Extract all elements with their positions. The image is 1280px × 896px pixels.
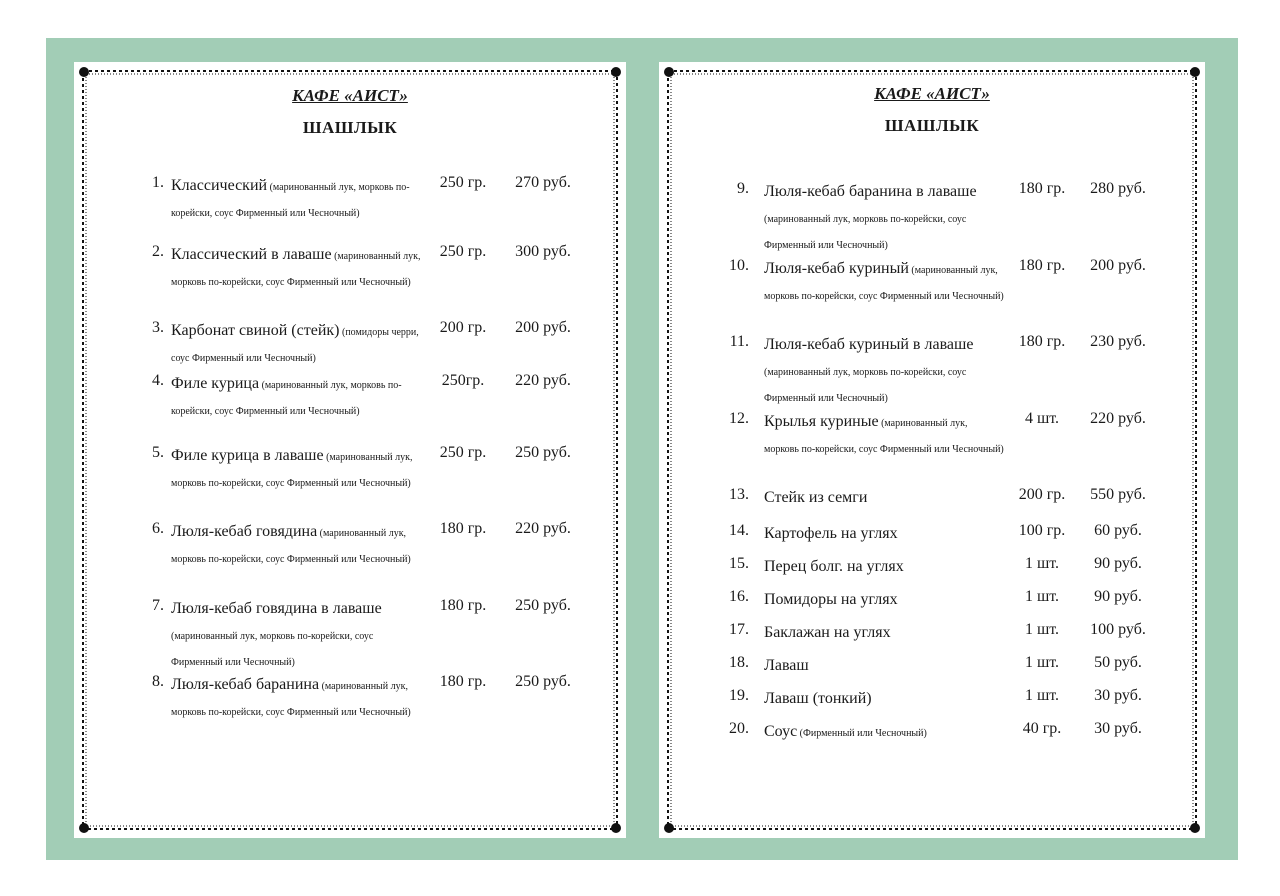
item-number: 11. [729,333,749,350]
item-price: 90 руб. [1094,588,1142,605]
item-name: Лаваш (тонкий) [764,690,872,707]
item-description [764,555,1004,581]
item-name: Филе курица [171,375,260,392]
item-number: 6. [152,520,164,537]
item-description [764,486,1004,512]
item-note: (маринованный лук, морковь по-корейски, соус Фирменный или Чесночный) [764,214,967,251]
item-description [171,174,426,226]
item-description [171,372,426,424]
item-price: 60 руб. [1094,522,1142,539]
item-note: (маринованный лук, морковь по-корейски, соус Фирменный или Чесночный) [171,631,374,668]
item-number: 16. [729,588,749,605]
item-name: Картофель на углях [764,525,898,542]
item-description [171,444,426,496]
item-description [171,673,426,725]
item-weight: 1 шт. [1024,687,1060,704]
item-note: (маринованный лук, морковь по-корейски, соус Фирменный или Чесночный) [171,681,411,718]
item-name: Классический в лаваше [171,246,332,263]
cafe-title: КАФЕ «АИСТ» [292,86,408,105]
item-name: Люля-кебаб куриный [764,260,909,277]
item-name: Люля-кебаб говядина в лаваше [171,600,382,617]
item-description [764,180,1004,258]
item-description [764,720,1004,746]
menu-page-left [74,62,626,838]
item-name: Классический [171,177,268,194]
item-note: (маринованный лук, морковь по-корейски, соус Фирменный или Чесночный) [764,367,967,404]
item-price: 300 руб. [515,243,571,260]
item-weight: 1 шт. [1024,588,1060,605]
item-price: 200 руб. [515,319,571,336]
item-price: 30 руб. [1094,687,1142,704]
item-description [171,319,426,371]
item-weight: 100 гр. [1018,522,1066,539]
item-price: 250 руб. [515,597,571,614]
item-price: 50 руб. [1094,654,1142,671]
menu-page-right [659,62,1205,838]
item-name: Люля-кебаб куриный в лаваше [764,336,974,353]
item-name: Крылья куриные [764,413,879,430]
item-weight: 200 гр. [1018,486,1066,503]
item-price: 100 руб. [1090,621,1146,638]
item-name: Баклажан на углях [764,624,891,641]
item-name: Люля-кебаб говядина [171,523,318,540]
item-price: 90 руб. [1094,555,1142,572]
item-note: (маринованный лук, морковь по-корейски, соус Фирменный или Чесночный) [171,380,402,417]
item-number: 19. [729,687,749,704]
item-price: 280 руб. [1090,180,1146,197]
item-number: 18. [729,654,749,671]
item-number: 8. [152,673,164,690]
item-weight: 250 гр. [439,444,487,461]
item-price: 200 руб. [1090,257,1146,274]
item-number: 3. [152,319,164,336]
item-price: 270 руб. [515,174,571,191]
item-description [764,522,1004,548]
item-description [764,621,1004,647]
item-weight: 200 гр. [439,319,487,336]
item-note: (маринованный лук, морковь по-корейски, соус Фирменный или Чесночный) [171,251,421,288]
item-note: (Фирменный или Чесночный) [797,728,927,739]
item-description [764,654,1004,680]
item-weight: 180 гр. [1018,257,1066,274]
item-price: 220 руб. [515,520,571,537]
item-description [764,257,1004,309]
item-weight: 180 гр. [439,673,487,690]
item-name: Соус [764,723,798,740]
item-number: 1. [152,174,164,191]
item-description [764,410,1004,462]
item-weight: 250 гр. [439,243,487,260]
item-note: (маринованный лук, морковь по-корейски, соус Фирменный или Чесночный) [764,418,1004,455]
item-weight: 250 гр. [439,174,487,191]
item-weight: 180 гр. [439,597,487,614]
item-price: 550 руб. [1090,486,1146,503]
item-weight: 1 шт. [1024,654,1060,671]
item-name: Люля-кебаб баранина [171,676,320,693]
item-weight: 1 шт. [1024,555,1060,572]
item-number: 12. [729,410,749,427]
item-note: (маринованный лук, морковь по-корейски, соус Фирменный или Чесночный) [171,452,413,489]
item-number: 10. [729,257,749,274]
item-price: 250 руб. [515,444,571,461]
item-name: Филе курица в лаваше [171,447,324,464]
item-number: 5. [152,444,164,461]
item-number: 2. [152,243,164,260]
item-description [171,520,426,572]
item-weight: 250гр. [441,372,485,389]
item-number: 7. [152,597,164,614]
item-number: 9. [737,180,749,197]
item-description [764,687,1004,713]
item-number: 4. [152,372,164,389]
item-description [764,333,1004,411]
section-title: ШАШЛЫК [302,118,398,137]
item-price: 230 руб. [1090,333,1146,350]
item-note: (маринованный лук, морковь по-корейски, соус Фирменный или Чесночный) [764,265,1004,302]
item-weight: 1 шт. [1024,621,1060,638]
section-title: ШАШЛЫК [884,116,980,135]
item-name: Лаваш [764,657,809,674]
item-name: Помидоры на углях [764,591,898,608]
item-price: 250 руб. [515,673,571,690]
item-price: 220 руб. [1090,410,1146,427]
item-name: Стейк из семги [764,489,868,506]
item-weight: 180 гр. [1018,333,1066,350]
item-note: (помидоры черри, соус Фирменный или Чесночный) [171,327,419,364]
cafe-title: КАФЕ «АИСТ» [874,84,990,103]
item-weight: 180 гр. [439,520,487,537]
item-description [764,588,1004,614]
item-note: (маринованный лук, морковь по-корейски, соус Фирменный или Чесночный) [171,528,411,565]
item-name: Перец болг. на углях [764,558,904,575]
item-name: Карбонат свиной (стейк) [171,322,340,339]
item-description [171,243,426,295]
item-note: (маринованный лук, морковь по-корейски, соус Фирменный или Чесночный) [171,182,410,219]
item-number: 20. [729,720,749,737]
item-description [171,597,426,675]
item-number: 13. [729,486,749,503]
item-price: 30 руб. [1094,720,1142,737]
item-number: 14. [729,522,749,539]
item-number: 17. [729,621,749,638]
item-price: 220 руб. [515,372,571,389]
item-name: Люля-кебаб баранина в лаваше [764,183,977,200]
item-weight: 4 шт. [1024,410,1060,427]
item-number: 15. [729,555,749,572]
item-weight: 40 гр. [1022,720,1062,737]
item-weight: 180 гр. [1018,180,1066,197]
